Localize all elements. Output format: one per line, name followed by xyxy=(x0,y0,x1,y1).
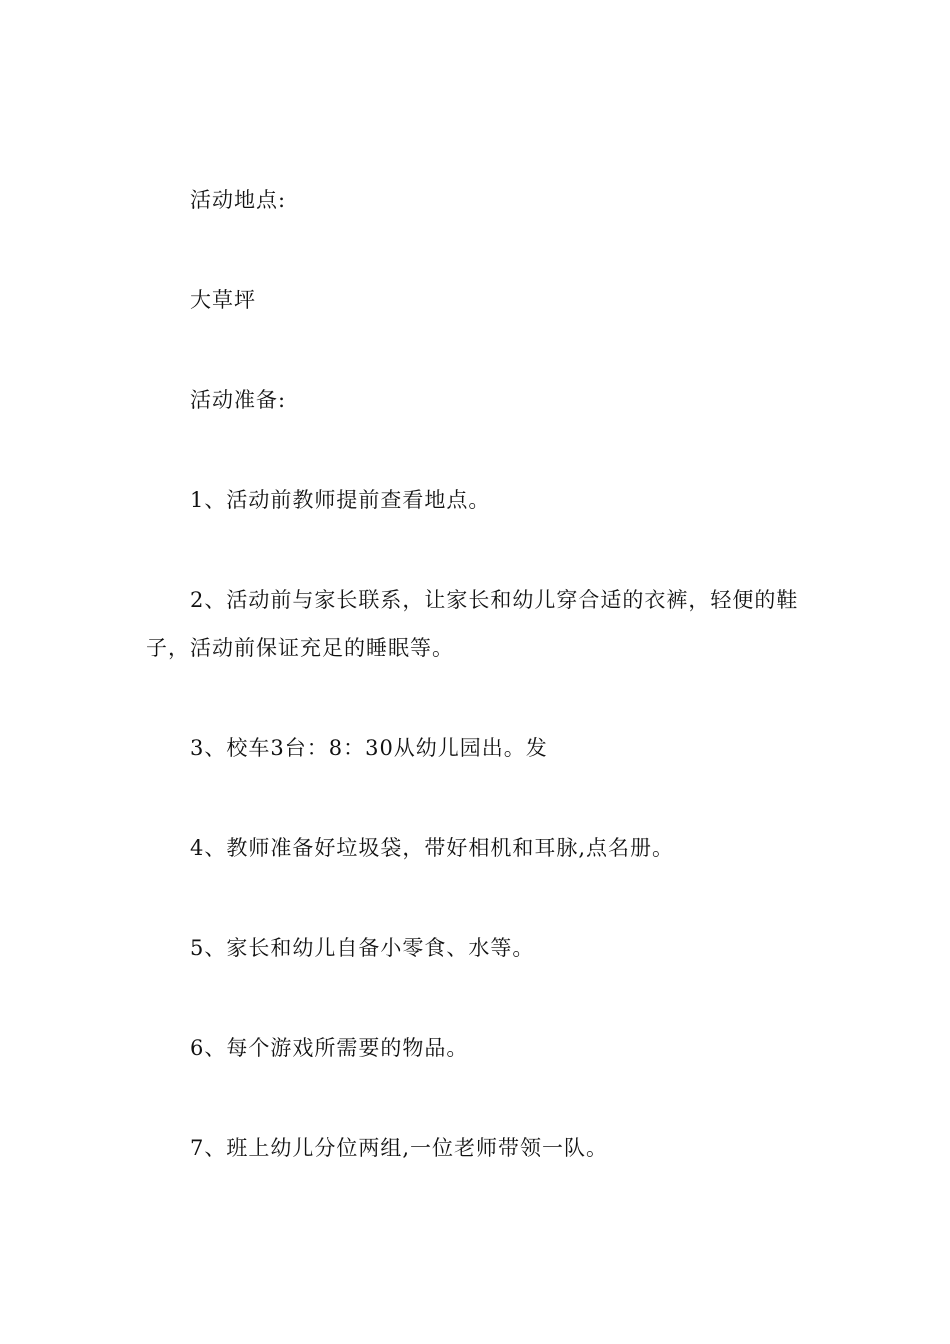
paragraph-location-heading: 活动地点: xyxy=(190,188,287,212)
paragraph-location-value: 大草坪 xyxy=(190,288,256,312)
paragraph-item-4: 4、教师准备好垃圾袋，带好相机和耳脉,点名册。 xyxy=(190,836,675,860)
paragraph-item-7: 7、班上幼儿分位两组,一位老师带领一队。 xyxy=(190,1136,609,1160)
paragraph-preparation-heading: 活动准备: xyxy=(190,388,287,412)
paragraph-item-5: 5、家长和幼儿自备小零食、水等。 xyxy=(190,936,535,960)
paragraph-item-2: 2、活动前与家长联系，让家长和幼儿穿合适的衣裤，轻便的鞋子，活动前保证充足的睡眠等。 xyxy=(146,588,799,660)
paragraph-item-6: 6、每个游戏所需要的物品。 xyxy=(190,1036,469,1060)
paragraph-item-3: 3、校车3台：8：30从幼儿园出。发 xyxy=(190,736,548,760)
paragraph-item-1: 1、活动前教师提前查看地点。 xyxy=(190,488,491,512)
